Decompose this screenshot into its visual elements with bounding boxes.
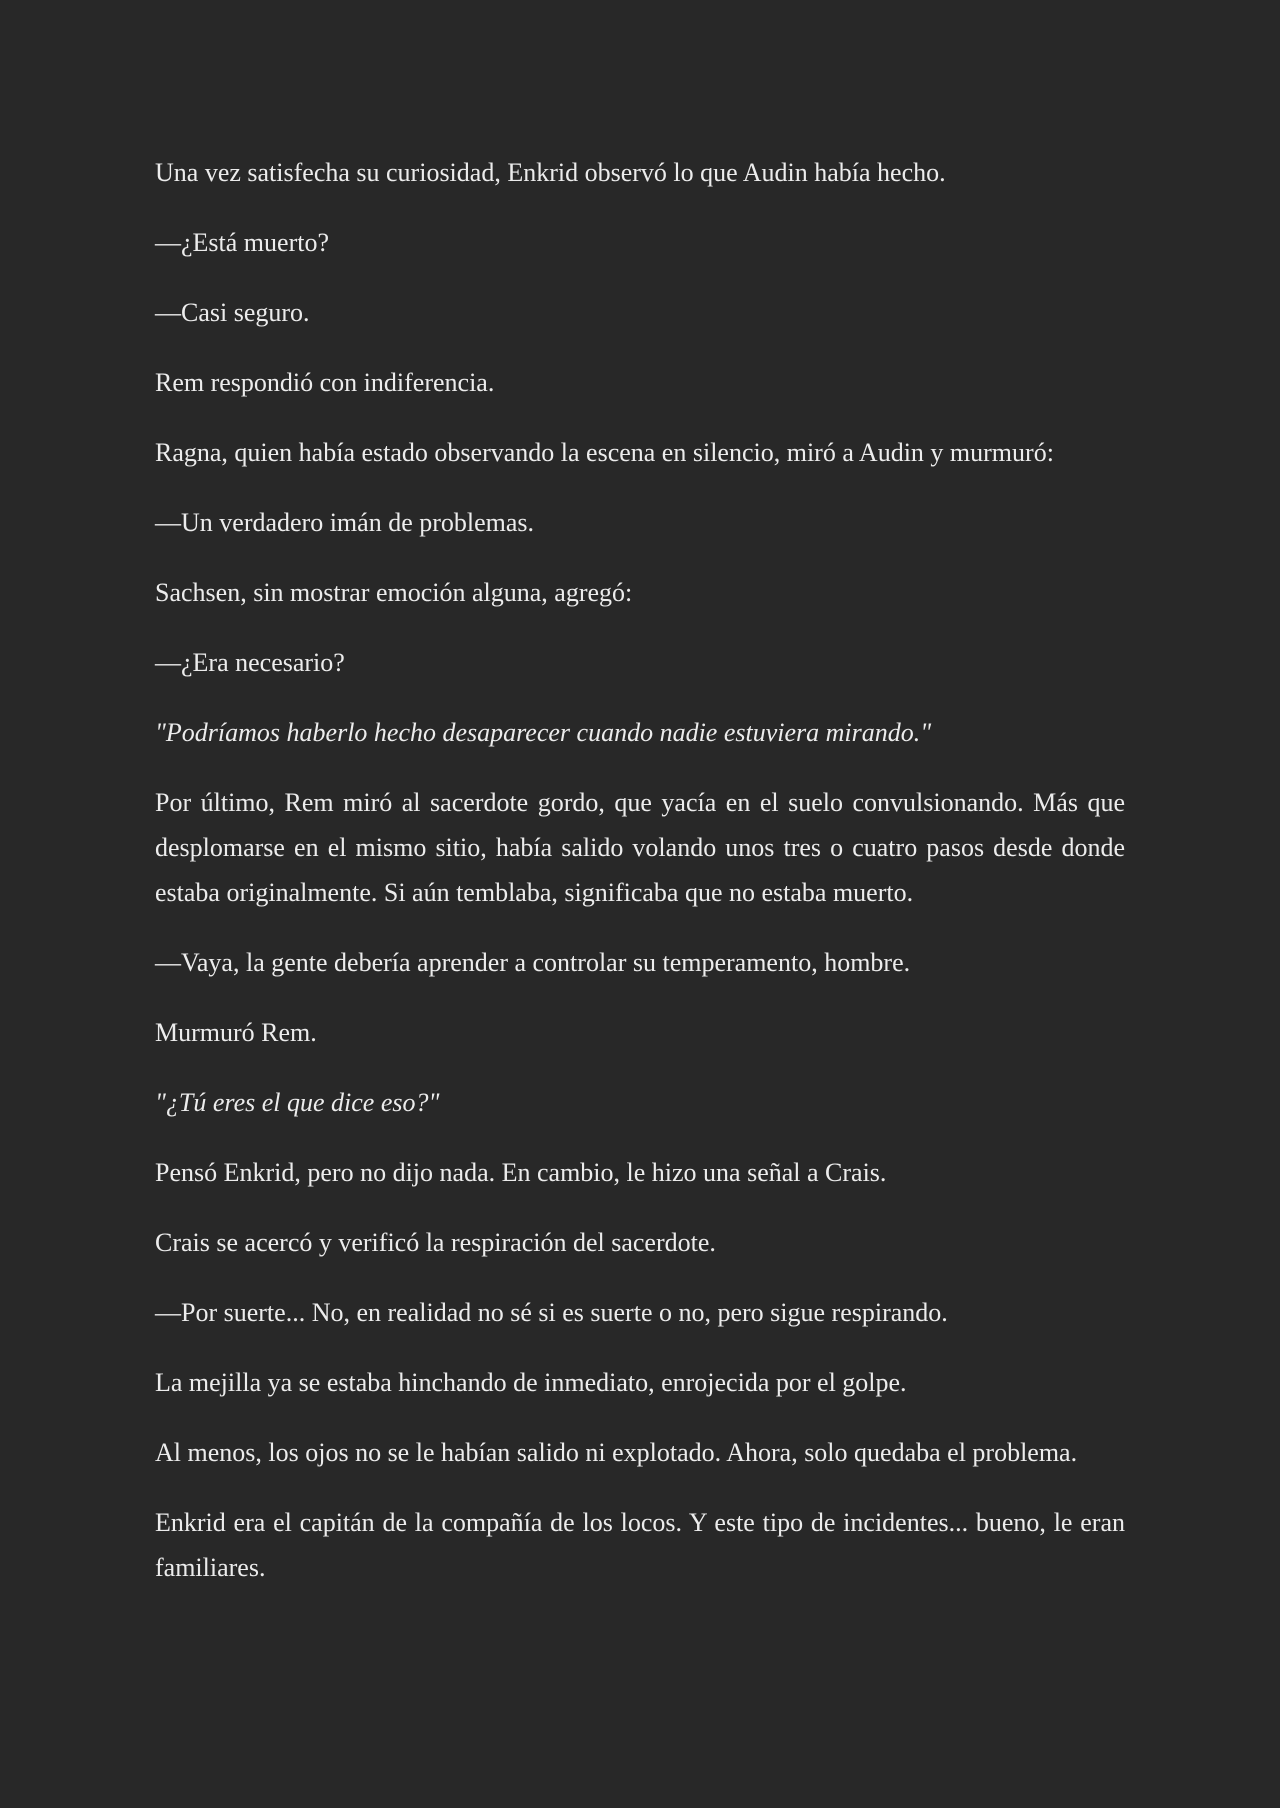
paragraph: Murmuró Rem.	[155, 1018, 317, 1047]
paragraph: Crais se acercó y verificó la respiración del sacerdote.	[155, 1228, 716, 1257]
paragraph: —Vaya, la gente debería aprender a controlar su temperamento, hombre.	[155, 948, 911, 977]
paragraph: Rem respondió con indiferencia.	[155, 368, 495, 397]
paragraph: Ragna, quien había estado observando la escena en silencio, miró a Audin y murmuró:	[155, 438, 1054, 467]
paragraph: —¿Era necesario?	[155, 648, 345, 677]
paragraph: Sachsen, sin mostrar emoción alguna, agregó:	[155, 578, 633, 607]
paragraph: —Un verdadero imán de problemas.	[155, 508, 535, 537]
paragraph: Pensó Enkrid, pero no dijo nada. En cambio, le hizo una señal a Crais.	[155, 1158, 887, 1187]
italic-thought: "¿Tú eres el que dice eso?"	[155, 1088, 440, 1117]
paragraph: Una vez satisfecha su curiosidad, Enkrid observó lo que Audin había hecho.	[155, 158, 946, 187]
paragraph: Enkrid era el capitán de la compañía de los locos. Y este tipo de incidentes... bueno, le eran familiares.	[155, 1508, 1125, 1582]
paragraph: —Casi seguro.	[155, 298, 310, 327]
paragraph: Por último, Rem miró al sacerdote gordo, que yacía en el suelo convulsionando. Más que desplomarse en el mismo sitio, había salido volando unos tres o cuatro pasos desde donde estaba originalmente. Si aún temblaba, significaba que no estaba muerto.	[155, 788, 1125, 907]
paragraph: Al menos, los ojos no se le habían salido ni explotado. Ahora, solo quedaba el problema.	[155, 1438, 1078, 1467]
paragraph: —¿Está muerto?	[155, 228, 329, 257]
document-page	[155, 150, 1125, 1590]
paragraph: La mejilla ya se estaba hinchando de inmediato, enrojecida por el golpe.	[155, 1368, 907, 1397]
italic-thought: "Podríamos haberlo hecho desaparecer cuando nadie estuviera mirando."	[155, 718, 932, 747]
paragraph: —Por suerte... No, en realidad no sé si es suerte o no, pero sigue respirando.	[155, 1298, 948, 1327]
